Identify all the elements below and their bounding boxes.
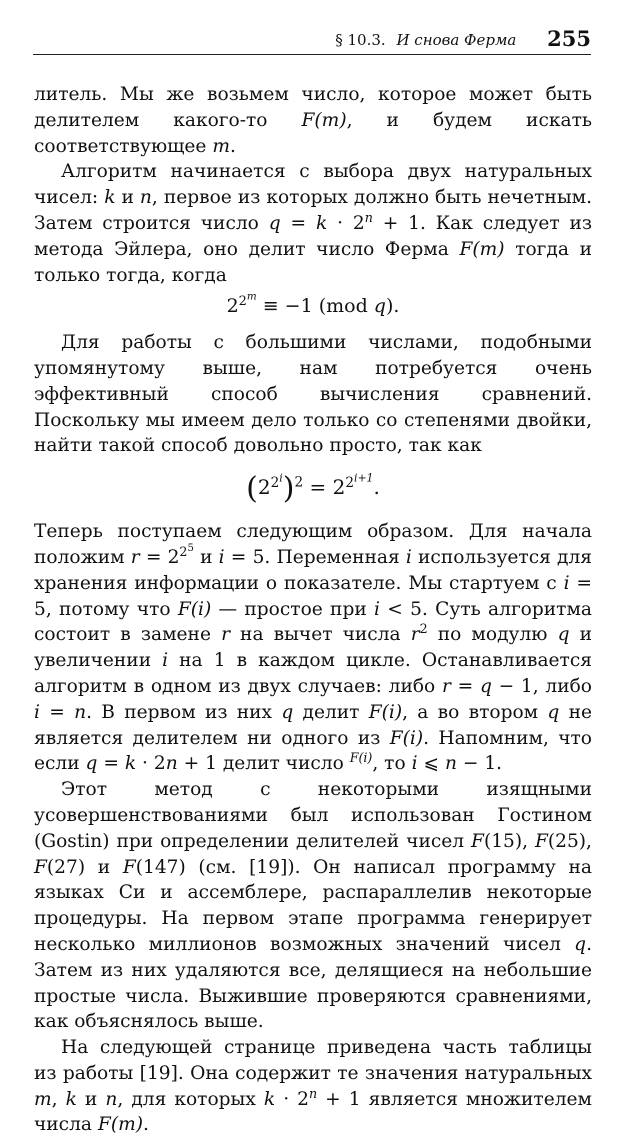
paragraph-5: Этот метод с некоторыми изящными усовершенствованиями был использован Гостином (Gostin) при определении делителей чисел F(15), F(25), F(27) и F(147) (см. [19]). Он написал программу на языках Си и ассемблере, распараллелив некоторые процедуры. На первом этапе программа генерирует несколько миллионов возможных значений чисел q. Затем из них удаляются все, делящиеся на небольшие простые числа. Выжившие проверяются сравнениями, как объяснялось выше. (34, 779, 592, 1033)
paragraph-3: Для работы с большими числами, подобными упомянутому выше, нам потребуется очень эффективный способ вычисления сравнений. Поскольку мы имеем дело только со степенями двойки, найти такой способ довольно просто, так как (34, 332, 592, 457)
equation-fermat-congruence: $2^{2^m} \equiv -1$ (mod q). (226, 290, 400, 318)
body-text (34, 82, 592, 1138)
paragraph-4: Теперь поступаем следующим образом. Для начала положим $r = 2^{2^5}$ и i = 5. Переменная i используется для хранения информации о показателе. Мы стартуем с i = 5, потому что F(i) — простое при i < 5. Суть алгоритма состоит в замене r на вычет числа $r^2$ по модулю q и увеличении i на 1 в каждом цикле. Останавливается алгоритм в одном из двух случаев: либо r = q − 1, либо i = n. В первом из них q делит F(i), а во втором q не является делителем ни одного из F(i). Напомним, что если q = k · 2n + 1 делит число $^{F(i)}$, то i ⩽ n − 1. (34, 521, 593, 775)
paragraph-2: Алгоритм начинается с выбора двух натуральных чисел: k и n, первое из которых должно быть нечетным. Затем строится число $q = k \cdot 2^n + 1$. Как следует из метода Эйлера, оно делит число Ферма F(m) тогда и только тогда, когда (34, 161, 593, 286)
section-title: И снова Ферма (396, 31, 517, 49)
running-header (33, 28, 591, 55)
paragraph-6: На следующей странице приведена часть таблицы из работы [19]. Она содержит те значения натуральных m, k и n, для которых $k \cdot 2^n + 1$ является множителем числа F(m). (34, 1037, 592, 1136)
paragraph-1: литель. Мы же возьмем число, которое может быть делителем какого-то F(m), и будем искать соответствующее m. (34, 84, 592, 157)
section-reference: § 10.3. (335, 31, 386, 49)
page-number: 255 (547, 26, 591, 51)
equation-power-of-two: $(2^{2^i})^2 = 2^{2^{i+1}}$. (246, 470, 380, 507)
